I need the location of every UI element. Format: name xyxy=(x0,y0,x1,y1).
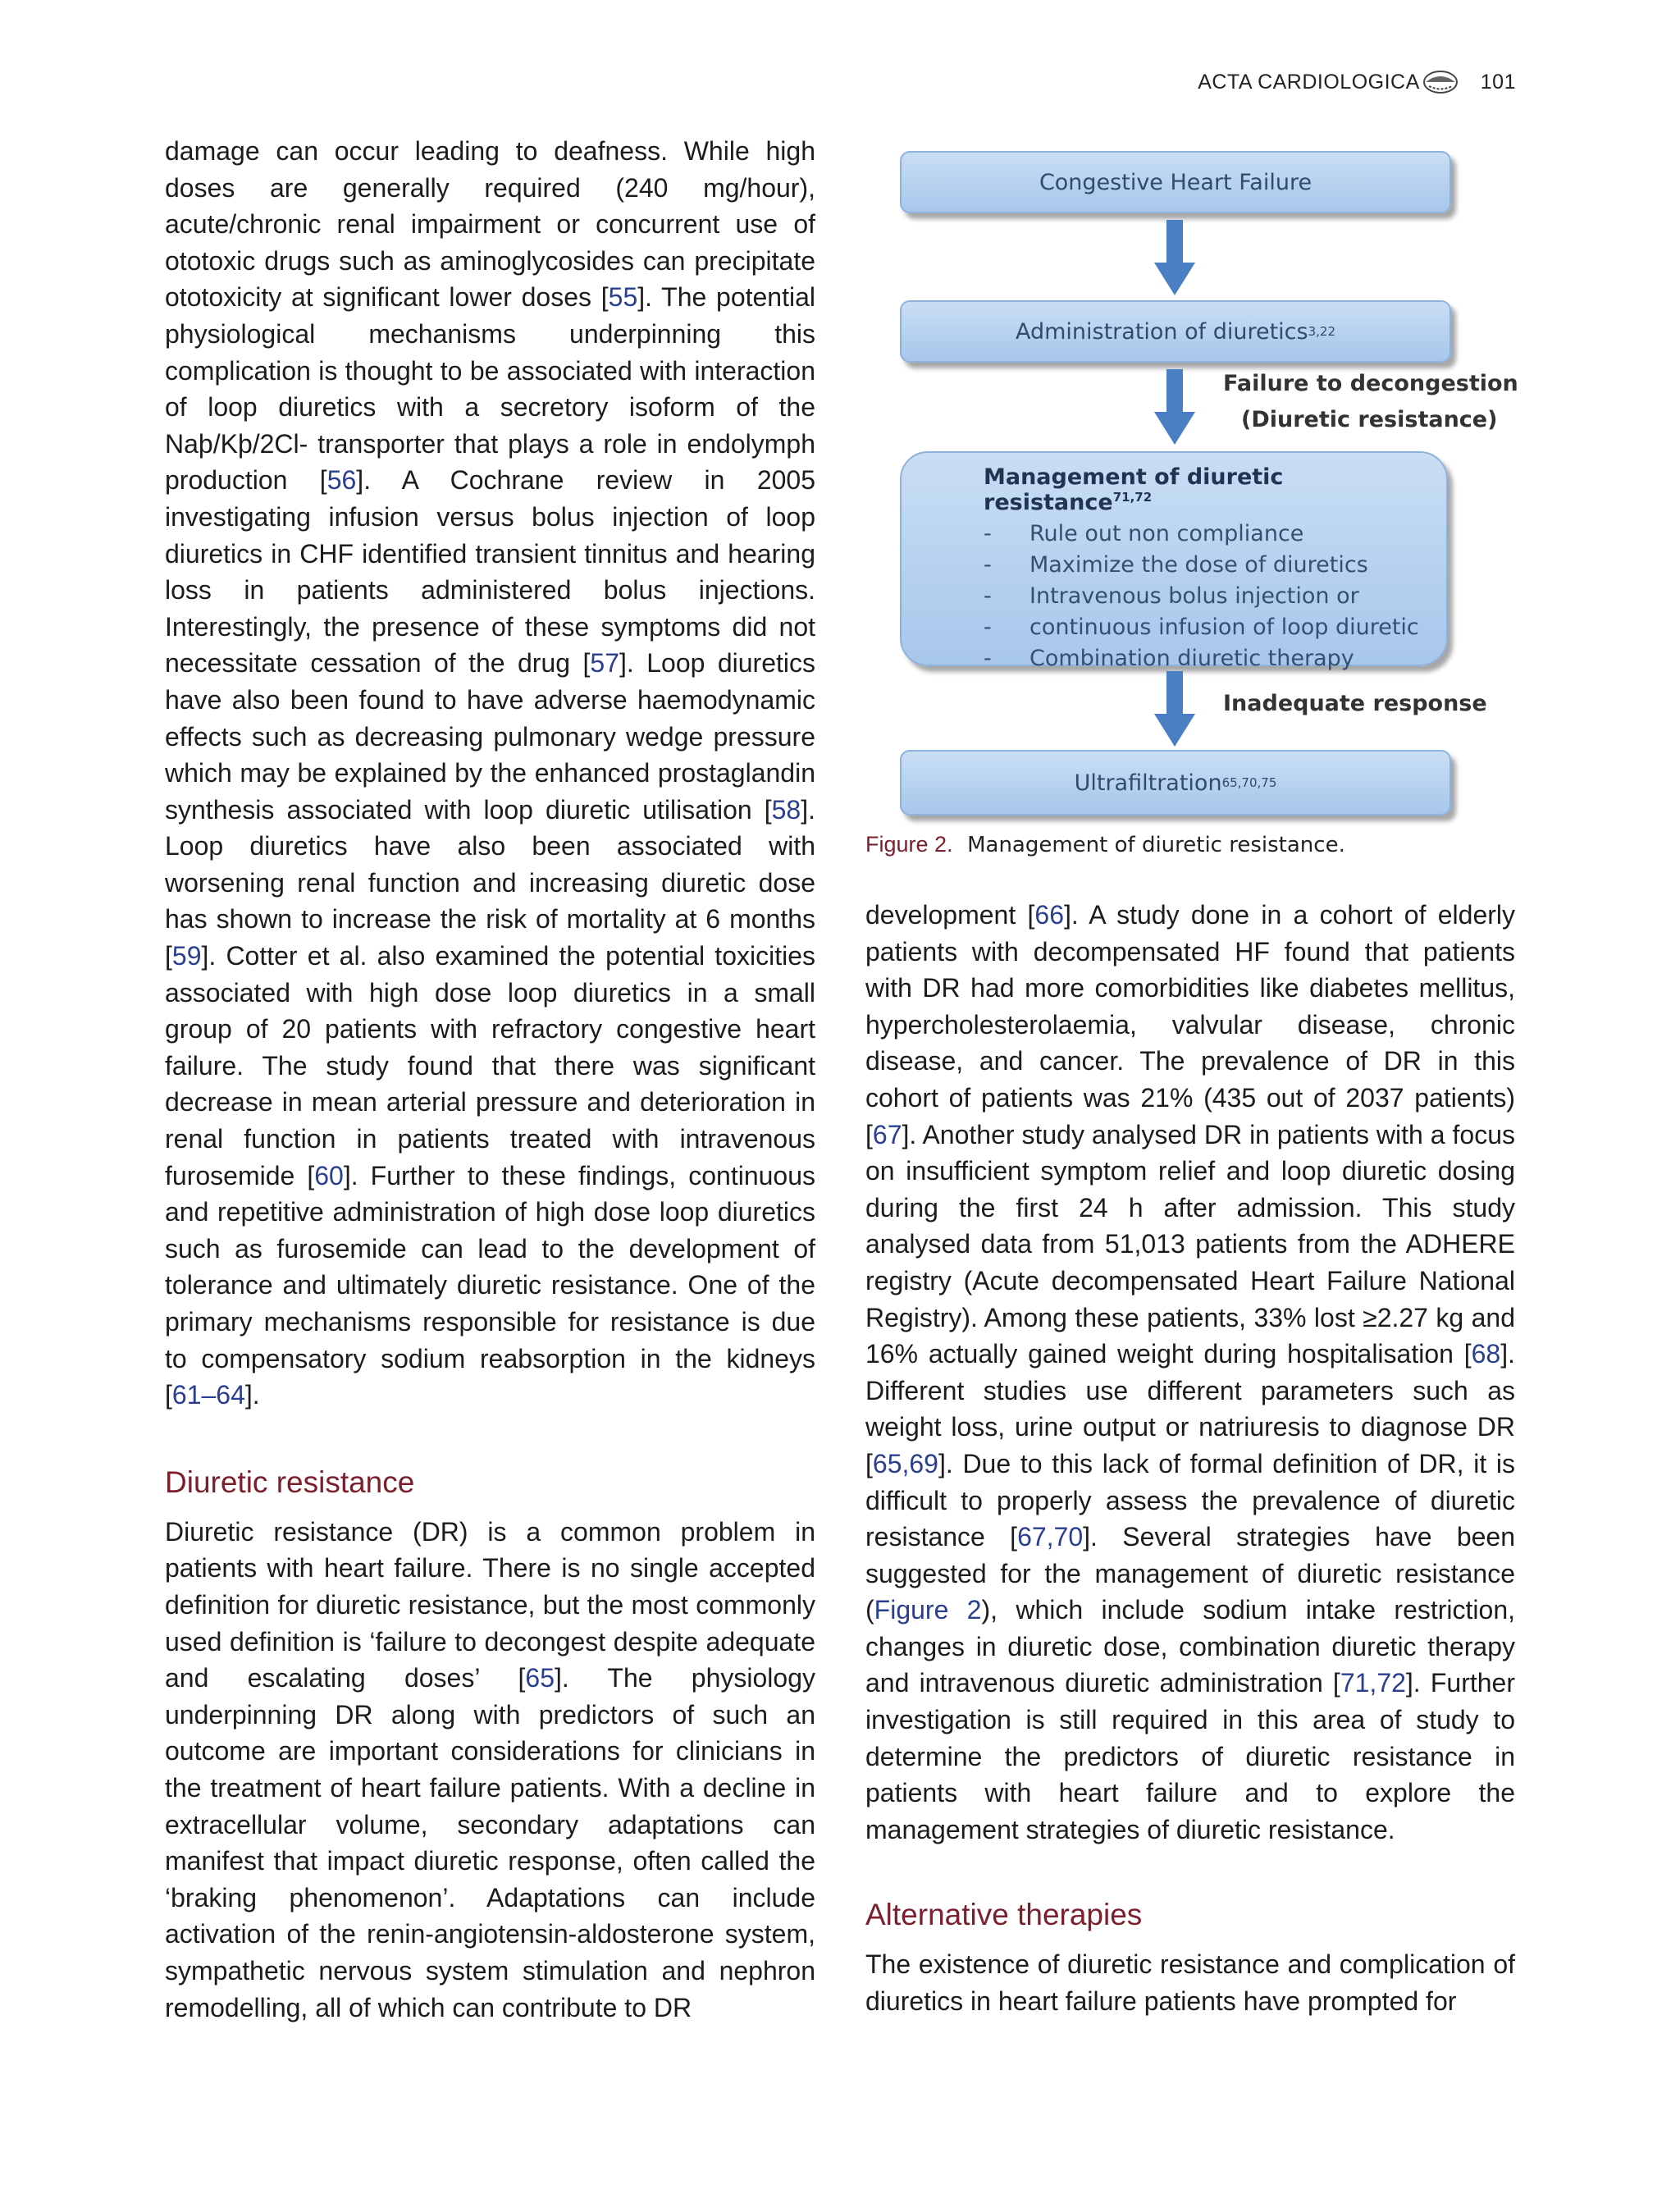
flow-label-resistance: (Diuretic resistance) xyxy=(1241,407,1498,432)
citation-link[interactable]: 67 xyxy=(872,1119,902,1149)
citation-link[interactable]: 65 xyxy=(525,1663,555,1693)
body-paragraph: The existence of diuretic resistance and complication of diuretics in heart failure patients have prompted for xyxy=(865,1949,1515,2017)
citation-link[interactable]: 58 xyxy=(771,794,801,825)
flow-label-failure: Failure to decongestion xyxy=(1223,371,1518,396)
figure-caption xyxy=(865,832,1345,857)
down-arrow-icon xyxy=(1154,369,1195,446)
section-heading-diuretic-resistance: Diuretic resistance xyxy=(165,1465,415,1499)
journal-logo-icon xyxy=(1422,69,1459,95)
citation-link[interactable]: 60 xyxy=(314,1160,344,1190)
flow-label-inadequate: Inadequate response xyxy=(1223,691,1487,716)
flow-box-congestive-heart-failure: Congestive Heart Failure xyxy=(900,151,1451,213)
flow-box-ultrafiltration: Ultrafiltration 65,70,75 xyxy=(900,750,1451,816)
list-item: - Combination diuretic therapy xyxy=(984,643,1446,674)
citation-link[interactable]: 57 xyxy=(590,648,619,679)
down-arrow-icon xyxy=(1154,220,1195,297)
list-item: - continuous infusion of loop diuretic xyxy=(984,612,1446,643)
section-heading-alternative-therapies: Alternative therapies xyxy=(865,1898,1143,1932)
citation-link[interactable]: 61–64 xyxy=(171,1380,245,1410)
citation-link[interactable]: 68 xyxy=(1471,1339,1501,1369)
journal-name: ACTA CARDIOLOGICA xyxy=(1198,70,1420,94)
page-number: 101 xyxy=(1480,70,1516,94)
list-item: - Maximize the dose of diuretics xyxy=(984,550,1446,581)
flow-box-administration: Administration of diuretics 3,22 xyxy=(900,300,1451,363)
list-item: - Intravenous bolus injection or xyxy=(984,581,1446,612)
body-paragraph: Diuretic resistance (DR) is a common problem in patients with heart failure. There is no single accepted definition for diuretic resistance, but the most commonly used definition is ‘failure to decongest despite adequate and escalating doses’ [65]. The physiology underpinning DR along with predictors of such an outcome are important considerations for clinicians in the treatment of heart failure patients. With a decline in extracellular volume, secondary adaptations can manifest that impact diuretic response, often called the ‘braking phenomenon’. Adaptations can include activation of the renin-angiotensin-aldosterone system, sympathetic nervous system stimulation and nephron remodelling, all of which can contribute to DR xyxy=(165,1516,815,2022)
body-paragraph: damage can occur leading to deafness. While high doses are generally required (240 mg/hour), acute/chronic renal impairment or concurrent use of ototoxic drugs such as aminoglycosides can precipitate ototoxicity at significant lower doses [55]. The potential physiological mechanisms underpinning this complication is thought to be associated with interaction of loop diuretics with a secretory isoform of the Naþ/Kþ/2Cl- transporter that plays a role in endolymph production [56]. A Cochrane review in 2005 investigating infusion versus bolus injection of loop diuretics in CHF identified transient tinnitus and hearing loss in patients administered bolus injections. Interestingly, the presence of these symptoms did not necessitate cessation of the drug [57]. Loop diuretics have also been found to have adverse haemodynamic effects such as decreasing pulmonary wedge pressure which may be explained by the enhanced prostaglandin synthesis associated with loop diuretic utilisation [58]. Loop diuretics have also been associated with worsening renal function and increasing diuretic dose has shown to increase the risk of mortality at 6 months [59]. Cotter et al. also examined the potential toxicities associated with high dose loop diuretics in a small group of 20 patients with refractory congestive heart failure. The study found that there was significant decrease in mean arterial pressure and deterioration in renal function in patients treated with intravenous furosemide [60]. Further to these findings, continuous and repetitive administration of high dose loop diuretics such as furosemide can lead to the development of tolerance and ultimately diuretic resistance. One of the primary mechanisms responsible for resistance is due to compensatory sodium reabsorption in the kidneys [61–64]. xyxy=(165,136,816,1410)
citation-link[interactable]: 67,70 xyxy=(1017,1522,1084,1552)
caption-label: Figure 2. xyxy=(865,832,953,857)
figure-reference-link[interactable]: Figure 2 xyxy=(874,1595,982,1625)
left-column xyxy=(165,133,815,2026)
citation-link[interactable]: 71,72 xyxy=(1340,1668,1406,1698)
citation-link[interactable]: 59 xyxy=(171,941,202,971)
management-list xyxy=(984,519,1446,674)
down-arrow-icon xyxy=(1154,671,1195,748)
body-paragraph: development [66]. A study done in a cohort of elderly patients with decompensated HF found that patients with DR had more comorbidities like diabetes mellitus, hypercholesterolaemia, valvular disease, chronic disease, and cancer. The prevalence of DR in this cohort of patients was 21% (435 out of 2037 patients) [67]. Another study analysed DR in patients with a focus on insufficient symptom relief and loop diuretic dosing during the first 24 h after admission. This study analysed data from 51,013 patients from the ADHERE registry (Acute decompensated Heart Failure National Registry). Among these patients, 33% lost ≥2.27 kg and 16% actually gained weight during hospitalisation [68]. Different studies use different parameters such as weight loss, urine output or natriuresis to diagnose DR [65,69]. Due to this lack of formal definition of DR, it is difficult to properly assess the prevalence of diuretic resistance [67,70]. Several strategies have been suggested for the management of diuretic resistance (Figure 2), which include sodium intake restriction, changes in diuretic dose, combination diuretic therapy and intravenous diuretic administration [71,72]. Further investigation is still required in this area of study to determine the predictors of diuretic resistance in patients with heart failure and to explore the management strategies of diuretic resistance. xyxy=(865,900,1516,1844)
citation-link[interactable]: 66 xyxy=(1034,900,1064,930)
flowchart-figure xyxy=(865,139,1522,853)
citation-link[interactable]: 56 xyxy=(326,465,357,496)
right-column xyxy=(865,897,1515,2020)
running-header xyxy=(1198,69,1516,95)
caption-text: Management of diuretic resistance. xyxy=(967,833,1345,857)
list-item: - Rule out non compliance xyxy=(984,519,1446,550)
citation-link[interactable]: 55 xyxy=(608,282,638,313)
citation-link[interactable]: 65,69 xyxy=(872,1448,938,1478)
flow-box-management: Management of diuretic resistance$^{71,72}$ - Rule out non compliance - Maximize the dose of diuretics - Intravenous bolus injection or - continuous infusion of loop diuretic - Combination diuretic therapy xyxy=(900,451,1448,666)
